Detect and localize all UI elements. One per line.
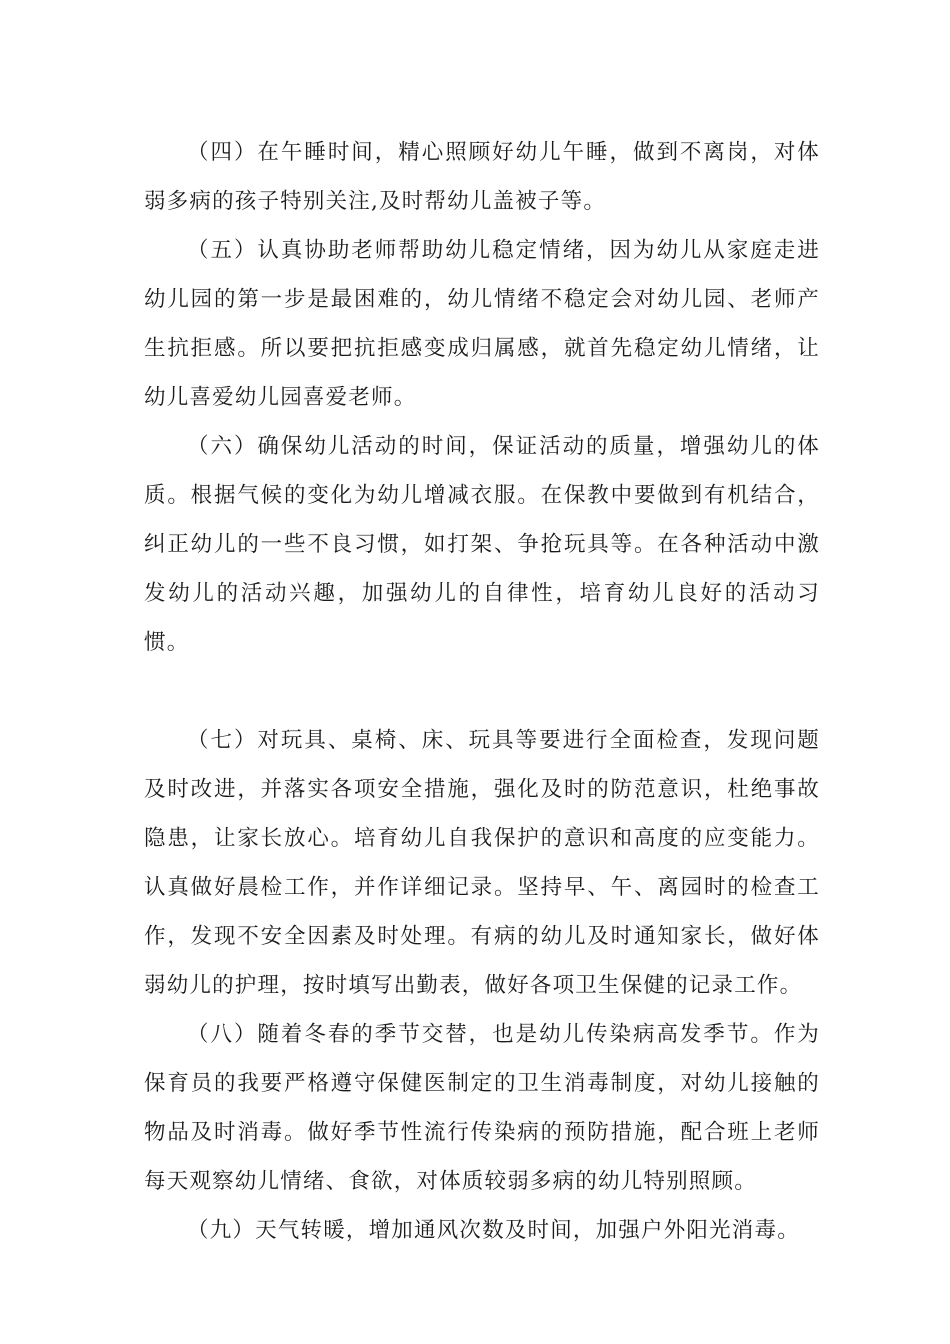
paragraph-4: （四）在午睡时间，精心照顾好幼儿午睡，做到不离岗，对体弱多病的孩子特别关注,及时帮幼儿盖被子等。 (144, 140, 820, 214)
paragraph-6: （六）确保幼儿活动的时间，保证活动的质量，增强幼儿的体质。根据气候的变化为幼儿增减衣服。在保教中要做到有机结合，纠正幼儿的一些不良习惯，如打架、争抢玩具等。在各种活动中激发幼儿的活动兴趣，加强幼儿的自律性，培育幼儿良好的活动习惯。 (144, 434, 820, 655)
paragraph-7: （七）对玩具、桌椅、床、玩具等要进行全面检查，发现问题及时改进，并落实各项安全措施，强化及时的防范意识，杜绝事故隐患，让家长放心。培育幼儿自我保护的意识和高度的应变能力。认真做好晨检工作，并作详细记录。坚持早、午、离园时的检查工作，发现不安全因素及时处理。有病的幼儿及时通知家长，做好体弱幼儿的护理，按时填写出勤表，做好各项卫生保健的记录工作。 (144, 728, 820, 998)
paragraph-5: （五）认真协助老师帮助幼儿稳定情绪，因为幼儿从家庭走进幼儿园的第一步是最困难的，幼儿情绪不稳定会对幼儿园、老师产生抗拒感。所以要把抗拒感变成归属感，就首先稳定幼儿情绪，让幼儿喜爱幼儿园喜爱老师。 (144, 238, 820, 410)
document-body (144, 128, 820, 1255)
paragraph-9: （九）天气转暖，增加通风次数及时间，加强户外阳光消毒。 (187, 1218, 800, 1243)
paragraph-8: （八）随着冬春的季节交替，也是幼儿传染病高发季节。作为保育员的我要严格遵守保健医制定的卫生消毒制度，对幼儿接触的物品及时消毒。做好季节性流行传染病的预防措施，配合班上老师每天观察幼儿情绪、食欲，对体质较弱多病的幼儿特别照顾。 (144, 1022, 820, 1194)
